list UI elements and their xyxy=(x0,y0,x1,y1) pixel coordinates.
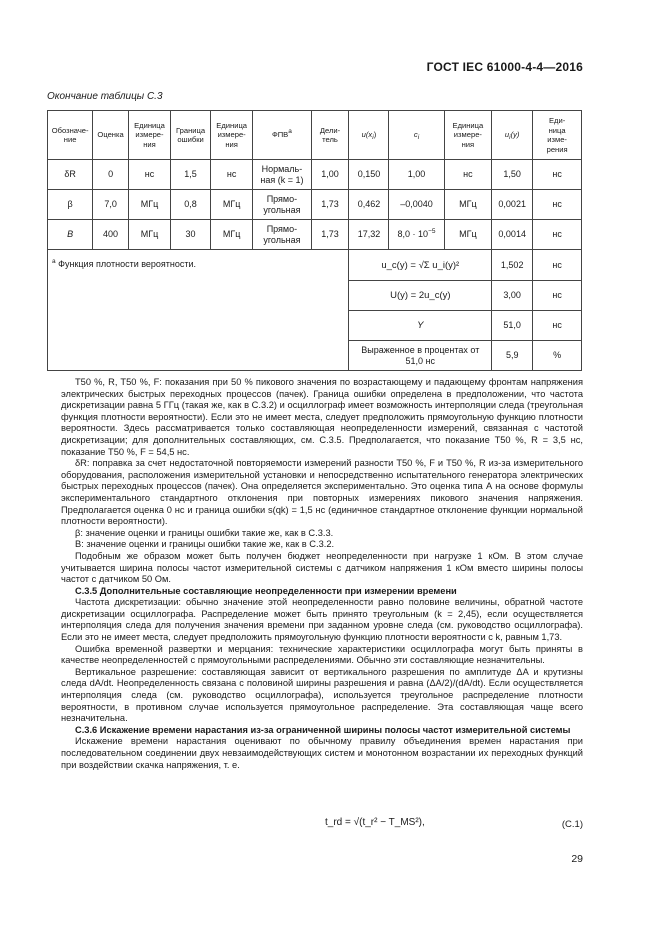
header-cell: ФПВ$^a$ xyxy=(253,111,311,160)
table-cell: нс xyxy=(128,160,170,190)
table-row xyxy=(48,160,582,190)
table-cell: 0,462 xyxy=(349,190,389,220)
table-row xyxy=(48,220,582,250)
paragraph: δR: поправка за счет недостаточной повторяемости измерений разности T50 %, F и T50 %, R из-за измерительного оборудования, расположения измерительной установки и непосредственно испытательного генератора электрических быстрых переходных процессов (пачек). Она определяется экспериментально. Это оценка типа А на основе формулы экспериментального стандартного отклонения при повторных измерениях пикового значения напряжения. Предполагается оценка 0 нс и граница ошибки s(qk) = 1,5 нс (единичное стандартное отклонение функции нормальной плотности вероятности). xyxy=(61,458,583,527)
paragraph: Искажение времени нарастания оценивают по обычному правилу объединения времен нарастания при последовательном соединении двух невзаимодействующих систем и монотонном возрастании их переходных функций при воздействии скачка напряжения, т. е. xyxy=(61,736,583,770)
header-cell: Граница ошибки xyxy=(171,111,211,160)
paragraph: Подобным же образом может быть получен бюджет неопределенности при нагрузке 1 кОм. В этом случае учитывается ширина полосы частот измерительной системы с датчиком напряжения 1 кОм вместо ширины полосы частот с датчиком 50 Ом. xyxy=(61,550,583,585)
header-cell: Еди- ница изме- рения xyxy=(533,111,582,160)
header-cell: Дели- тель xyxy=(311,111,349,160)
paragraph: Ошибка временной развертки и мерцания: технические характеристики осциллографа могут быть приняты в качестве неопределенностей с прямоугольными распределениями. Обычно эти составляющие незначительны. xyxy=(61,643,583,666)
header-cell: $u(x_i)$ xyxy=(349,111,389,160)
table-cell: нс xyxy=(533,311,582,341)
table-header-row xyxy=(48,111,582,160)
table-cell: 0,150 xyxy=(349,160,389,190)
table-cell: МГц xyxy=(128,190,170,220)
paragraph: β: значение оценки и границы ошибки такие же, как в С.3.3. xyxy=(75,527,334,538)
table-cell: 1,50 xyxy=(492,160,533,190)
equation: t_rd = √(t_r² − T_MS²), xyxy=(325,817,425,828)
paragraph: B: значение оценки и границы ошибки такие же, как в С.3.2. xyxy=(75,539,335,550)
standard-header: ГОСТ IEC 61000-4-4—2016 xyxy=(426,60,583,74)
paragraph: T50 %, R, T50 %, F: показания при 50 % пикового значения по возрастающему и падающему фронтам напряжения электрических быстрых переходных процессов (пачек). Граница ошибки определена в предположении, что частота дискретизации равна 5 ГГц (такая же, как в С.3.2) и осциллограф имеет возможность интерполяции следа (треугольная функция плотности вероятности). Если это не имеет места, следует предположить прямоугольную функцию плотности вероятности. Здесь рассматривается только составляющая неопределенности измерений, связанная с частотой дискретизации; для дополнительных составляющих, см. С.3.5. Предполагается, что показание T50 %, R = 3,5 нс, показание T50 %, F = 54,5 нс. xyxy=(61,377,583,457)
table-cell: $8,0 \cdot 10^{-5}$ xyxy=(389,220,444,250)
header-cell: Единица измере- ния xyxy=(128,111,170,160)
table-cell: 30 xyxy=(171,220,211,250)
table-cell: –0,0040 xyxy=(389,190,444,220)
table-cell: 7,0 xyxy=(93,190,129,220)
header-cell: $c_i$ xyxy=(389,111,444,160)
table-cell: 1,5 xyxy=(171,160,211,190)
table-cell: нс xyxy=(533,220,582,250)
table-cell: МГц xyxy=(444,190,492,220)
body-text xyxy=(61,377,583,771)
table-cell: 1,502 xyxy=(492,250,533,281)
table-cell: МГц xyxy=(211,220,253,250)
table-cell: нс xyxy=(533,250,582,281)
symbol-cell: β xyxy=(48,190,93,220)
header-cell: Единица измере- ния xyxy=(444,111,492,160)
table-row xyxy=(48,190,582,220)
paragraph: Вертикальное разрешение: составляющая зависит от вертикального разрешения по амплитуде ΔA и крутизны следа dA/dt. Неопределенность связана с половиной ширины разрешения и равна (ΔA/2)/(dA/dt). Если осуществляется интерполяция следа (см. руководство осциллографа), используется треугольное распределение плотности вероятности, в противном случае используется прямоугольное распределение. Эта составляющая чаще всего незначительна. xyxy=(61,666,583,724)
table-cell: нс xyxy=(444,160,492,190)
table-cell: нс xyxy=(533,190,582,220)
result-label: Y xyxy=(349,311,492,341)
table-cell: 400 xyxy=(93,220,129,250)
table-cell: МГц xyxy=(211,190,253,220)
table-cell: 0,0021 xyxy=(492,190,533,220)
table-cell: МГц xyxy=(444,220,492,250)
table-cell: Прямо- угольная xyxy=(253,190,311,220)
expanded-uncertainty-formula: U(y) = 2u_c(y) xyxy=(349,281,492,311)
table-cell: 0,8 xyxy=(171,190,211,220)
table-caption: Окончание таблицы С.3 xyxy=(47,91,163,102)
table-cell: нс xyxy=(533,160,582,190)
header-cell: $u_i(y)$ xyxy=(492,111,533,160)
table-cell: Нормаль- ная (k = 1) xyxy=(253,160,311,190)
table-cell: 0 xyxy=(93,160,129,190)
header-cell: Обозначе- ние xyxy=(48,111,93,160)
section-heading: С.3.5 Дополнительные составляющие неопределенности при измерении времени xyxy=(75,585,457,596)
table-cell: нс xyxy=(211,160,253,190)
paragraph: Частота дискретизации: обычно значение этой неопределенности равно половине величины, обратной частоте дискретизации осциллографа. Распределение может быть принято треугольным (k = 2,45), если осуществляется интерполяция следа для получения значения времени при заданном уровне следа (см. руководство осциллографа). Если это не имеет места, следует предположить прямоугольную функцию плотности вероятности с k, равным 1,73. xyxy=(61,597,583,643)
footnote-cell: $^a$ Функция плотности вероятности. xyxy=(48,250,349,371)
section-heading: С.3.6 Искажение времени нарастания из-за ограниченной ширины полосы частот измерительной системы xyxy=(75,724,571,735)
table-cell: 51,0 xyxy=(492,311,533,341)
percent-label: Выраженное в процентах от 51,0 нс xyxy=(349,341,492,371)
table-cell: 1,73 xyxy=(311,220,349,250)
uncertainty-table xyxy=(47,110,582,371)
table-cell: 1,73 xyxy=(311,190,349,220)
table-cell: МГц xyxy=(128,220,170,250)
header-cell: Единица измере- ния xyxy=(211,111,253,160)
page-number: 29 xyxy=(571,853,583,865)
table-cell: 5,9 xyxy=(492,341,533,371)
table-cell: нс xyxy=(533,281,582,311)
table-cell: % xyxy=(533,341,582,371)
table-cell: 17,32 xyxy=(349,220,389,250)
summary-row xyxy=(48,250,582,281)
formula-text: u_c(y) = √Σ u_i(y)² xyxy=(381,259,460,271)
combined-uncertainty-formula xyxy=(349,250,492,281)
table-cell: 1,00 xyxy=(311,160,349,190)
equation-number: (С.1) xyxy=(561,819,583,830)
symbol-cell: δR xyxy=(48,160,93,190)
symbol-cell: B xyxy=(48,220,93,250)
table-cell: 0,0014 xyxy=(492,220,533,250)
table-cell: Прямо- угольная xyxy=(253,220,311,250)
header-cell: Оценка xyxy=(93,111,129,160)
table-cell: 3,00 xyxy=(492,281,533,311)
table-cell: 1,00 xyxy=(389,160,444,190)
